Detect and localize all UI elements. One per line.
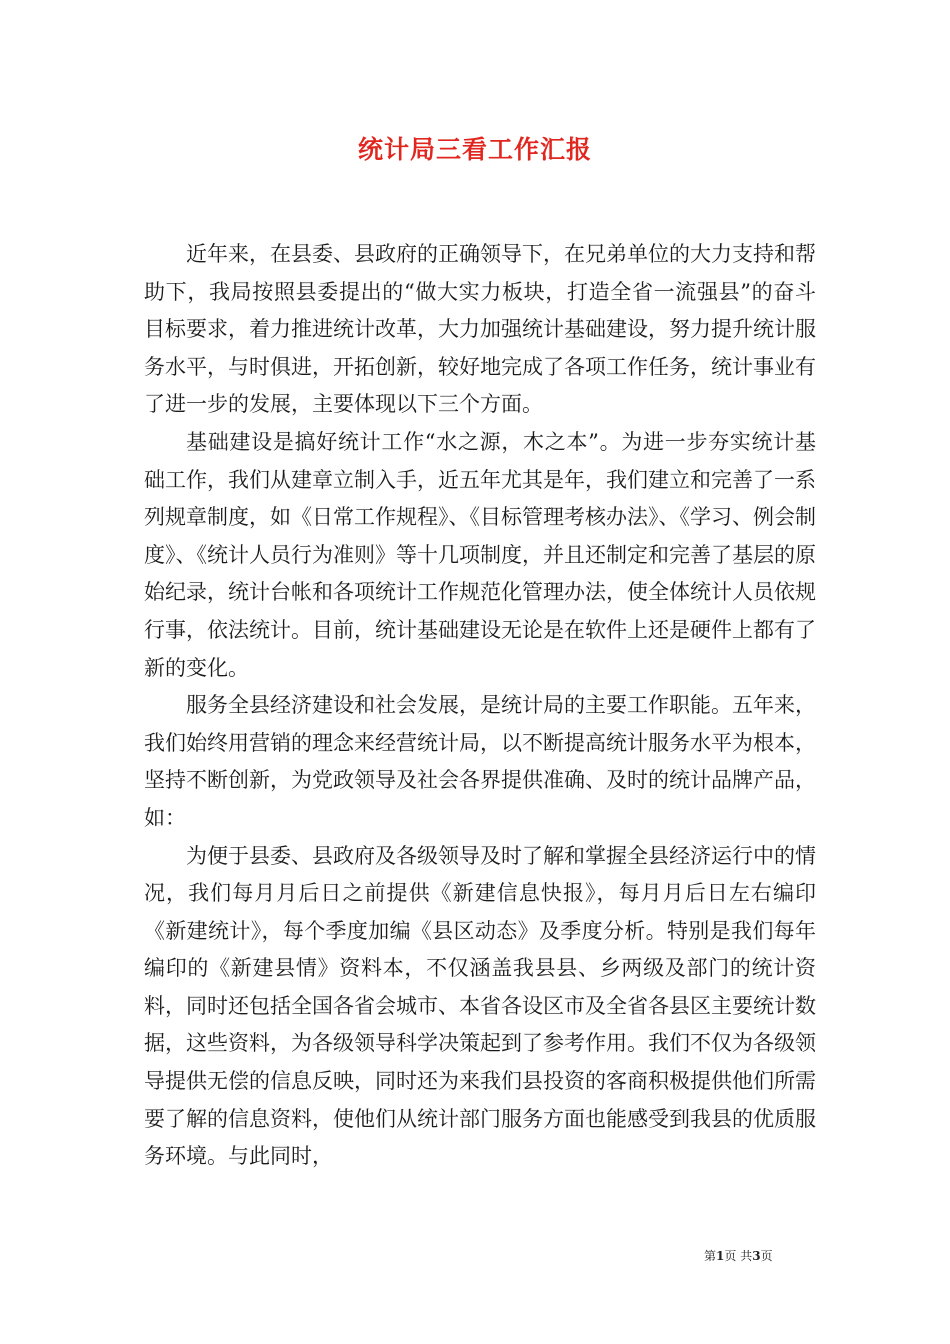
footer-middle: 页 共: [724, 1249, 753, 1263]
page-number-footer: [704, 1247, 773, 1264]
paragraph-foundation: 基础建设是搞好统计工作“水之源，木之本”。为进一步夯实统计基础工作，我们从建章立制入手，近五年尤其是年，我们建立和完善了一系列规章制度，如《日常工作规程》、《目标管理考核办法》、《学习、例会制度》、《统计人员行为准则》等十几项制度，并且还制定和完善了基层的原始纪录，统计台帐和各项统计工作规范化管理办法，使全体统计人员依规行事，依法统计。目前，统计基础建设无论是在软件上还是硬件上都有了新的变化。: [144, 429, 816, 680]
document-body: [144, 236, 816, 1176]
footer-prefix: 第: [704, 1249, 717, 1263]
footer-suffix: 页: [760, 1249, 773, 1263]
paragraph-information: 为便于县委、县政府及各级领导及时了解和掌握全县经济运行中的情况，我们每月月后日之前提供《新建信息快报》，每月月后日左右编印《新建统计》，每个季度加编《县区动态》及季度分析。特别是我们每年编印的《新建县情》资料本，不仅涵盖我县县、乡两级及部门的统计资料，同时还包括全国各省会城市、本省各设区市及全省各县区主要统计数据，这些资料，为各级领导科学决策起到了参考作用。我们不仅为各级领导提供无偿的信息反映，同时还为来我们县投资的客商积极提供他们所需要了解的信息资料，使他们从统计部门服务方面也能感受到我县的优质服务环境。与此同时，: [144, 843, 816, 1169]
paragraph-intro: 近年来，在县委、县政府的正确领导下，在兄弟单位的大力支持和帮助下，我局按照县委提出的“做大实力板块，打造全省一流强县”的奋斗目标要求，着力推进统计改革，大力加强统计基础建设，努力提升统计服务水平，与时俱进，开拓创新，较好地完成了各项工作任务，统计事业有了进一步的发展，主要体现以下三个方面。: [144, 242, 816, 417]
footer-total-pages: 3: [752, 1249, 761, 1263]
paragraph-service: 服务全县经济建设和社会发展，是统计局的主要工作职能。五年来，我们始终用营销的理念来经营统计局，以不断提高统计服务水平为根本，坚持不断创新，为党政领导及社会各界提供准确、及时的统计品牌产品，如：: [144, 693, 816, 830]
document-title: 统计局三看工作汇报: [357, 135, 592, 164]
footer-current-page: 1: [716, 1249, 725, 1263]
